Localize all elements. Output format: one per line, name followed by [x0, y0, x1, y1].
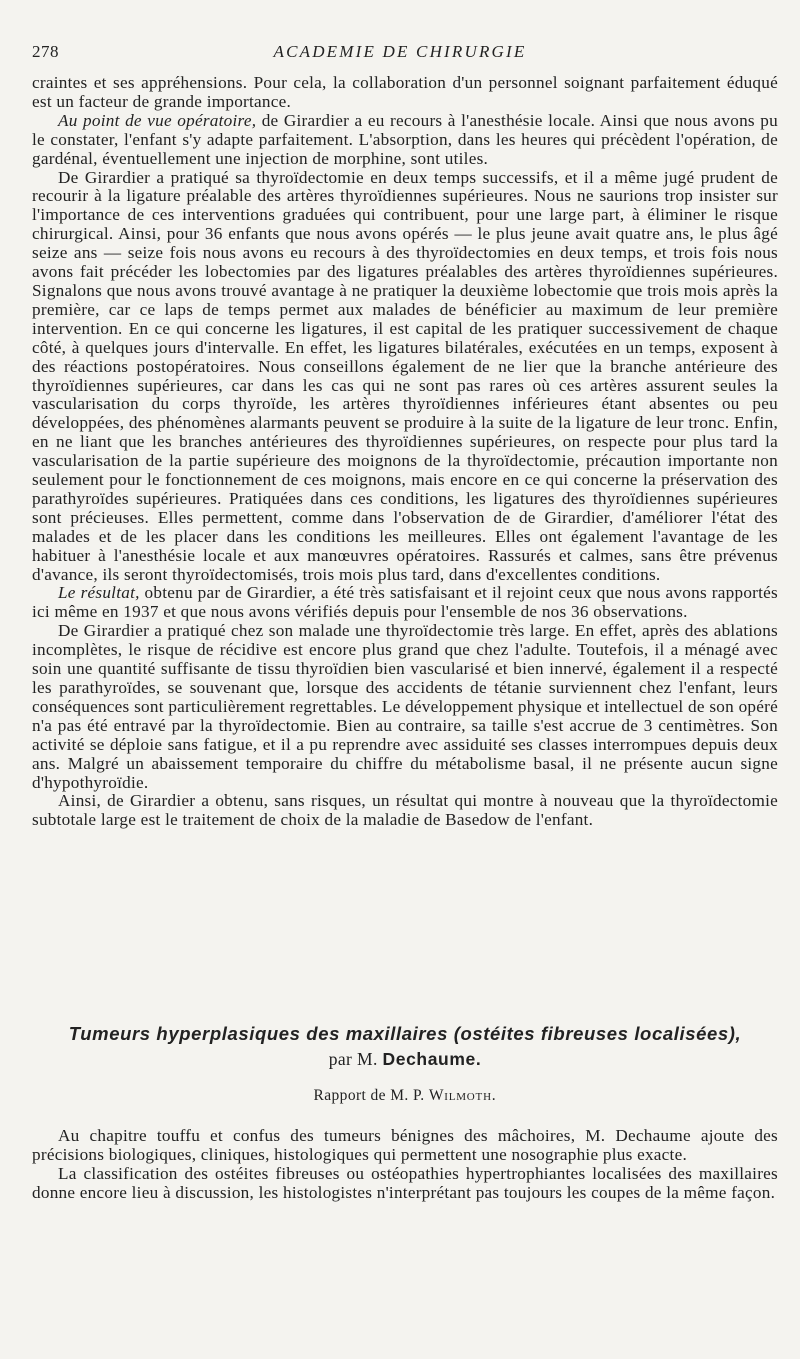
- paragraph: craintes et ses appréhensions. Pour cela, la collaboration d'un personnel soignant parfaitement éduqué est un facteur de grande importance.: [32, 73, 778, 111]
- paragraph: Au point de vue opératoire, de Girardier a eu recours à l'anesthésie locale. Ainsi que nous avons pu le constater, l'enfant s'y adapte parfaitement. L'absorption, dans les heures qui précèdent l'opération, de gardénal, éventuellement une injection de morphine, sont utiles.: [32, 110, 778, 168]
- paragraph: De Girardier a pratiqué chez son malade une thyroïdectomie très large. En effet, après des ablations incomplètes, le risque de récidive est encore plus grand que chez l'adulte. Toutefois, il a ménagé avec soin une quantité suffisante de tissu thyroïdien bien vascularisé et bien innervé, également il a respecté les parathyroïdes, se souvenant que, lorsque des accidents de tétanie surviennent chez l'enfant, leurs conséquences sont particulièrement regrettables. Le développement physique et intellectuel de son opéré n'a pas été entravé par la thyroïdectomie. Bien au contraire, sa taille s'est accrue de 3 centimètres. Son activité se déploie sans fatigue, et il a pu reprendre avec assiduité ses classes interrompues depuis deux ans. Malgré un abaissement temporaire du chiffre du métabolisme basal, il ne présente aucun signe d'hypothyroïdie.: [32, 621, 778, 792]
- paragraph: De Girardier a pratiqué sa thyroïdectomie en deux temps successifs, et il a même jugé prudent de recourir à la ligature préalable des artères thyroïdiennes supérieures. Nous ne saurions trop insister sur l'importance de ces interventions graduées qui contribuent, pour une large part, à éliminer le risque chirurgical. Ainsi, pour 36 enfants que nous avons opérés — le plus jeune avait quatre ans, le plus âgé seize ans — seize fois nous avons eu recours à des thyroïdectomies en deux temps, et trois fois nous avons fait précéder les lobectomies par des ligatures préalables des artères thyroïdiennes supérieures. Signalons que nous avons trouvé avantage à ne pratiquer la deuxième lobectomie que trois mois après la première, car ce laps de temps permet aux malades de bénéficier au maximum de leur première intervention. En ce qui concerne les ligatures, il est capital de les pratiquer successivement de chaque côté, à quelques jours d'intervalle. En effet, les ligatures bilatérales, exécutées en un temps, exposent à des réactions postopératoires. Nous conseillons également de ne lier que la branche antérieure des thyroïdiennes supérieures, car dans les cas qui ne sont pas rares où ces artères assurent seules la vascularisation du corps thyroïde, les artères thyroïdiennes inférieures étant absentes ou peu développées, des phénomènes alarmants peuvent se produire à la suite de la ligature de leur tronc. Enfin, en ne liant que les branches antérieures des thyroïdiennes supérieures, on respecte pour plus tard la vascularisation de la partie supérieure des moignons de la thyroïdectomie, précaution importante non seulement pour le fonctionnement de ces moignons, mais encore en ce qui concerne la préservation des parathyroïdes supérieures. Pratiquées dans ces conditions, les ligatures des thyroïdiennes supérieures sont précieuses. Elles permettent, comme dans l'observation de de Girardier, d'améliorer l'état des malades et de les placer dans les conditions les meilleures. Elles ont également l'avantage de les habituer à l'anesthésie locale et aux manœuvres opératoires. Rassurés et calmes, sans être prévenus d'avance, ils seront thyroïdectomisés, trois mois plus tard, dans d'excellentes conditions.: [32, 167, 778, 584]
- paragraph: Au chapitre touffu et confus des tumeurs bénignes des mâchoires, M. Dechaume ajoute des précisions biologiques, cliniques, histologiques qui permettent une nosographie plus exacte.: [32, 1126, 778, 1164]
- paragraph: Ainsi, de Girardier a obtenu, sans risques, un résultat qui montre à nouveau que la thyroïdectomie subtotale large est le traitement de choix de la maladie de Basedow de l'enfant.: [32, 791, 778, 830]
- italic-lead: Au point de vue opératoire,: [58, 110, 257, 130]
- reporter-name: Wilmoth.: [428, 1087, 497, 1104]
- article-body: [32, 1127, 778, 1203]
- article-title: Tumeurs hyperplasiques des maxillaires (ostéites fibreuses localisées),: [68, 1023, 742, 1044]
- author-name: Dechaume.: [382, 1049, 482, 1069]
- paragraph: Le résultat, obtenu par de Girardier, a été très satisfaisant et il rejoint ceux que nous avons rapportés ici même en 1937 et que nous avons vérifiés depuis pour l'ensemble de nos 36 observations.: [32, 583, 778, 622]
- article-section: [32, 1022, 778, 1203]
- running-title: ACADEMIE DE CHIRURGIE: [273, 42, 527, 61]
- italic-lead: Le résultat,: [58, 583, 140, 603]
- paragraph: La classification des ostéites fibreuses ou ostéopathies hypertrophiantes localisées des maxillaires donne encore lieu à discussion, les histologistes n'interprétant pas toujours les coupes de la même façon.: [32, 1163, 778, 1202]
- report-line: Rapport de M. P. Wilmoth.: [313, 1087, 497, 1104]
- page-number: 278: [32, 42, 59, 61]
- page-header: [32, 42, 768, 68]
- article-author: par M. Dechaume.: [328, 1049, 482, 1069]
- main-text: [32, 74, 778, 830]
